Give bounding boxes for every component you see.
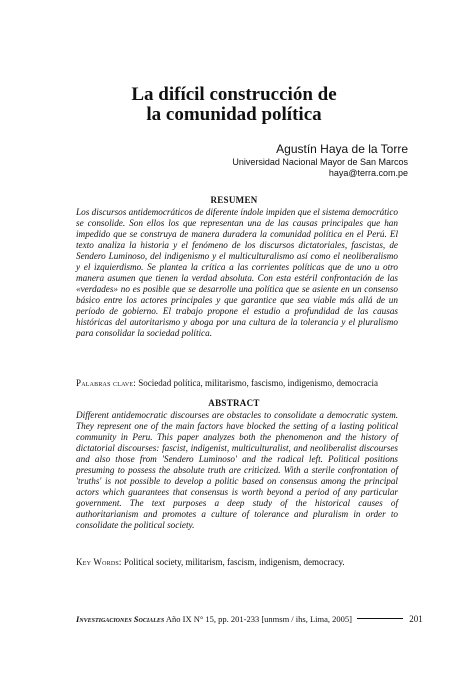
key-words [76, 557, 406, 568]
resumen-heading: RESUMEN [210, 195, 258, 205]
palabras-clave-list: Sociedad política, militarismo, fascismo, indigenismo, democracia [138, 378, 378, 388]
article-title-line-1: La difícil construcción de [131, 84, 337, 105]
author-name: Agustín Haya de la Torre [276, 142, 408, 156]
palabras-clave [76, 378, 406, 389]
key-words-label: Key Words: [76, 557, 122, 567]
article-title-line-2: la comunidad política [146, 104, 322, 125]
abstract-heading: ABSTRACT [208, 398, 260, 408]
author-affiliation: Universidad Nacional Mayor de San Marcos [232, 157, 408, 167]
key-words-list: Political society, militarism, fascism, indigenism, democracy. [123, 557, 345, 567]
author-email: haya@terra.com.pe [328, 168, 408, 178]
resumen-text: Los discursos antidemocráticos de diferente índole impiden que el sistema democrático se consolide. Son ellos los que representan una de las causas principales que han impedido que se construya de manera duradera la comunidad política en el Perú. El texto analiza la historia y el fenómeno de los discursos dictatoriales, fascistas, de Sendero Luminoso, del indigenismo y el multiculturalismo así como el neoliberalismo y el izquierdismo. Se plantea la crítica a las corrientes políticas que de uno u otro manera asumen que tienen la verdad absoluta. Con esta estéril confrontación de las «verdades» no es posible que se desarrolle una política que se asiente en un consenso básico entre los actores principales y que garantice que sea viable más allá de un período de gobierno. El trabajo propone el estudio a profundidad de las causas históricas del autoritarismo y aboga por una cultura de la tolerancia y el pluralismo para consolidar la sociedad política. [76, 207, 398, 338]
page-number: 201 [409, 614, 423, 624]
page-footer [76, 614, 423, 625]
abstract-text: Different antidemocratic discourses are obstacles to consolidate a democratic system. They represent one of the main factors have blocked the setting of a lasting political community in Peru. This paper analyzes both the phenomenon and the history of dictatorial discourses: fascist, indigenist, multiculturalist, and neoliberalist discourses and also those from 'Sendero Luminoso' and the radical left. Political positions presuming to possess the absolute truth are criticized. With a sterile confrontation of 'truths' is not possible to develop a politic based on consensus among the principal actors which guarantees that consensus is worth beyond a period of any particular government. The text purposes a deep study of the historical causes of authoritarianism and promotes a culture of tolerance and pluralism in order to consolidate the political society. [76, 410, 398, 530]
journal-name: Investigaciones Sociales [76, 614, 165, 624]
footer-rule [357, 618, 403, 619]
journal-citation: Año IX N° 15, pp. 201-233 [unmsm / ihs, Lima, 2005] [165, 614, 352, 624]
palabras-clave-label: Palabras clave: [76, 378, 136, 388]
